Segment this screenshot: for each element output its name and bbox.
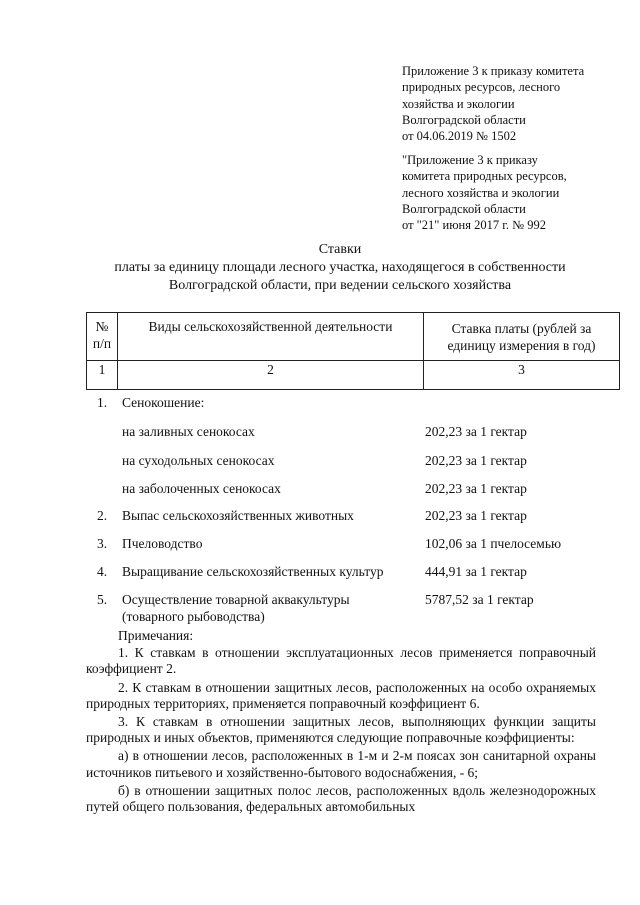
row-rate: 5787,52 за 1 гектар bbox=[425, 592, 534, 607]
row-activity: на заливных сенокосах bbox=[122, 424, 255, 439]
header-rate-cell bbox=[424, 313, 620, 361]
note-item: а) в отношении лесов, расположенных в 1-м и 2-м поясах зон санитарной охраны источников питьевого и хозяйственно-бытового водоснабжения, - 6; bbox=[86, 748, 596, 780]
header-number-line: № bbox=[95, 319, 109, 334]
header-number-cell bbox=[87, 313, 118, 361]
table-numbering-row bbox=[87, 361, 620, 390]
row-rate: 202,23 за 1 гектар bbox=[425, 508, 527, 523]
row-rate: 202,23 за 1 гектар bbox=[425, 481, 527, 496]
row-activity: Осуществление товарной аквакультуры bbox=[122, 592, 350, 607]
rates-table bbox=[86, 312, 620, 390]
title-line: Ставки bbox=[318, 242, 362, 257]
table-header-row bbox=[87, 313, 620, 361]
row-activity: на суходольных сенокосах bbox=[122, 453, 275, 468]
appendix-previous-line: Волгоградской области bbox=[402, 201, 526, 216]
header-number-line: п/п bbox=[92, 336, 112, 351]
column-number-cell: 2 bbox=[118, 361, 424, 390]
row-rate: 444,91 за 1 гектар bbox=[425, 564, 527, 579]
appendix-current-line: от 04.06.2019 № 1502 bbox=[402, 129, 517, 144]
row-number: 2. bbox=[97, 508, 108, 523]
row-rate: 202,23 за 1 гектар bbox=[425, 453, 527, 468]
title-line: платы за единицу площади лесного участка, находящегося в собственности bbox=[114, 259, 566, 275]
document-title bbox=[40, 241, 640, 294]
row-number: 5. bbox=[97, 592, 108, 607]
note-item: 3. К ставкам в отношении защитных лесов, выполняющих функции защиты природных и иных объектов, применяются следующие поправочные коэффициенты: bbox=[86, 714, 596, 746]
appendix-previous-line: от "21" июня 2017 г. № 992 bbox=[402, 218, 546, 233]
row-activity: Выпас сельскохозяйственных животных bbox=[122, 508, 354, 523]
appendix-current-line: Волгоградской области bbox=[402, 112, 526, 127]
notes-section bbox=[86, 628, 596, 817]
row-activity: Пчеловодство bbox=[122, 536, 203, 551]
row-activity: Сенокошение: bbox=[122, 395, 205, 410]
appendix-current-line: природных ресурсов, лесного bbox=[402, 80, 561, 95]
title-line: Волгоградской области, при ведении сельского хозяйства bbox=[168, 277, 512, 293]
column-number-cell: 1 bbox=[87, 361, 118, 390]
note-item: б) в отношении защитных полос лесов, расположенных вдоль железнодорожных путей общего пользования, федеральных автомобильных bbox=[86, 782, 596, 815]
row-number: 3. bbox=[97, 536, 108, 551]
appendix-current-line: Приложение 3 к приказу комитета bbox=[402, 64, 585, 78]
appendix-current bbox=[402, 63, 584, 144]
row-rate: 202,23 за 1 гектар bbox=[425, 424, 527, 439]
note-item: 1. К ставкам в отношении эксплуатационных лесов применяется поправочный коэффициент 2. bbox=[86, 645, 596, 677]
row-number: 4. bbox=[97, 564, 108, 579]
row-activity-continued: (товарного рыбоводства) bbox=[122, 609, 265, 624]
appendix-previous-line: лесного хозяйства и экологии bbox=[402, 185, 560, 200]
column-number-cell: 3 bbox=[424, 361, 620, 390]
appendix-previous-line: комитета природных ресурсов, bbox=[402, 169, 567, 184]
row-activity: Выращивание сельскохозяйственных культур bbox=[122, 564, 384, 579]
header-activity-cell: Виды сельскохозяйственной деятельности bbox=[118, 313, 424, 361]
row-rate: 102,06 за 1 пчелосемью bbox=[425, 536, 562, 551]
appendix-current-line: хозяйства и экологии bbox=[402, 96, 515, 111]
header-rate-line: единицу измерения в год) bbox=[447, 338, 596, 353]
note-item: 2. К ставкам в отношении защитных лесов, расположенных на особо охраняемых природных территориях, применяется поправочный коэффициент 6. bbox=[86, 679, 596, 711]
row-activity: на заболоченных сенокосах bbox=[122, 481, 281, 496]
notes-heading: Примечания: bbox=[118, 628, 194, 643]
row-number: 1. bbox=[97, 395, 108, 410]
appendix-previous bbox=[402, 152, 567, 233]
header-rate-line: Ставка платы (рублей за bbox=[451, 321, 592, 336]
appendix-previous-line: "Приложение 3 к приказу bbox=[402, 153, 538, 167]
